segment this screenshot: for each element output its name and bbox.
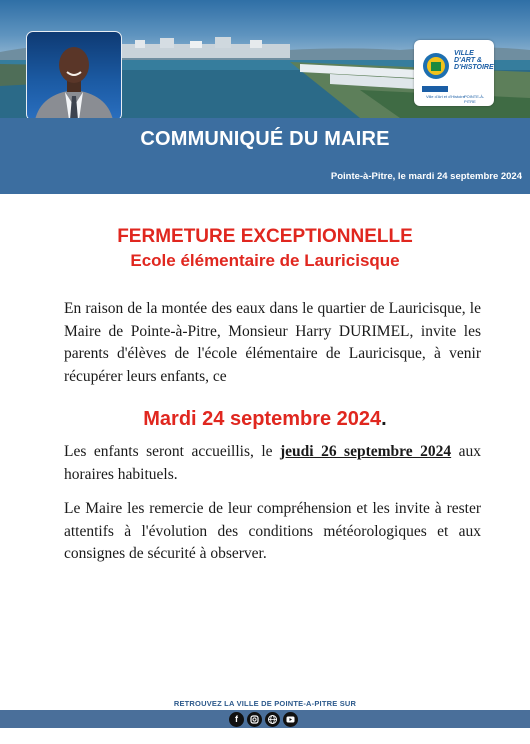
reopening-date: jeudi 26 septembre 2024 xyxy=(280,443,452,460)
headline: FERMETURE EXCEPTIONNELLE xyxy=(117,226,413,247)
paragraph-closing: Le Maire les remercie de leur compréhension et les invite à rester attentifs à l'évolution des conditions météorologiques et aux consignes de sécurité à observer. xyxy=(64,500,481,562)
mayor-portrait xyxy=(26,31,122,121)
paragraph-reopening xyxy=(64,441,481,486)
logo-tagline: Ville d'Art et d'Histoire xyxy=(426,94,465,99)
website-icon[interactable] xyxy=(265,712,280,727)
footer-social-caption: RETROUVEZ LA VILLE DE POINTE-A-PITRE SUR xyxy=(173,699,357,708)
subheadline: Ecole élémentaire de Lauricisque xyxy=(130,251,400,270)
reopening-text-start: Les enfants seront accueillis, le xyxy=(64,443,281,460)
instagram-icon[interactable] xyxy=(247,712,262,727)
highlighted-date-text: Mardi 24 septembre 2024 xyxy=(143,408,382,430)
logo-text: VILLE D'ART & D'HISTOIRE xyxy=(454,50,494,71)
ville-d-art-logo xyxy=(414,40,494,106)
reopening-text-end: aux horaires habituels. xyxy=(64,443,481,483)
page-title: COMMUNIQUÉ DU MAIRE xyxy=(140,128,390,150)
highlighted-date xyxy=(0,408,530,431)
facebook-icon[interactable]: f xyxy=(229,712,244,727)
paragraph-announcement: En raison de la montée des eaux dans le quartier de Lauricisque, le Maire de Pointe-à-Pitre, Monsieur Harry DURIMEL, invite les parents d'élèves de l'école élémentaire de Lauricisque, à venir récupérer leurs enfants, ce xyxy=(64,300,481,385)
youtube-icon[interactable] xyxy=(283,712,298,727)
highlighted-date-punct: . xyxy=(381,408,387,430)
social-links xyxy=(229,710,298,728)
dateline: Pointe-à-Pitre, le mardi 24 septembre 2024 xyxy=(330,171,522,182)
logo-city: POINTE-À-PITRE xyxy=(464,94,485,104)
